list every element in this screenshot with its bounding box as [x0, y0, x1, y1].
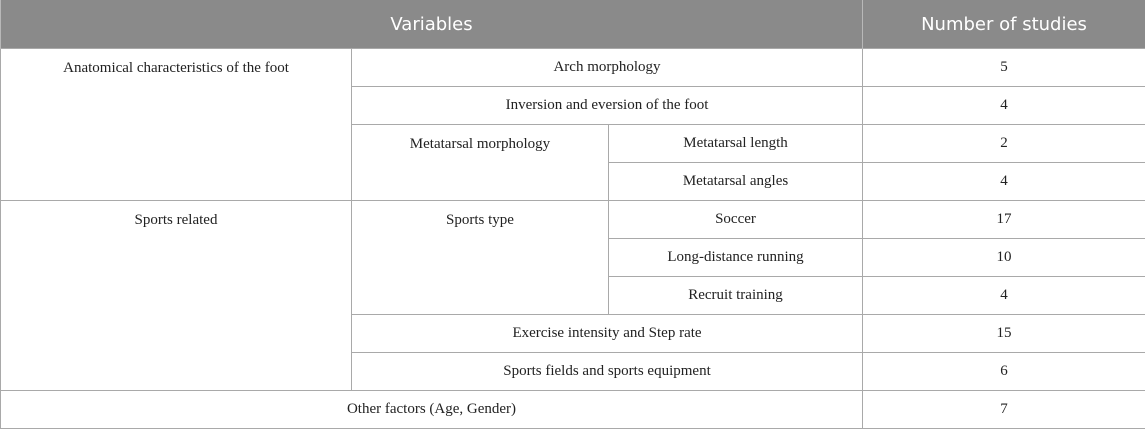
group-sports-label: Sports related — [1, 201, 352, 391]
row-label-metatarsal-length: Metatarsal length — [609, 125, 863, 163]
row-count-exercise-intensity: 15 — [863, 315, 1145, 353]
table-row — [1, 49, 1145, 87]
row-count-sports-fields: 6 — [863, 353, 1145, 391]
number-of-studies-header: Number of studies — [863, 0, 1145, 49]
row-label-other-factors: Other factors (Age, Gender) — [1, 391, 863, 429]
row-count-metatarsal-length: 2 — [863, 125, 1145, 163]
row-label-sports-fields: Sports fields and sports equipment — [352, 353, 863, 391]
row-count-other-factors: 7 — [863, 391, 1145, 429]
row-count-soccer: 17 — [863, 201, 1145, 239]
row-count-arch-morphology: 5 — [863, 49, 1145, 87]
row-count-recruit-training: 4 — [863, 277, 1145, 315]
table-row — [1, 201, 1145, 239]
row-label-arch-morphology: Arch morphology — [352, 49, 863, 87]
row-label-soccer: Soccer — [609, 201, 863, 239]
table-row — [1, 391, 1145, 429]
row-label-metatarsal-angles: Metatarsal angles — [609, 163, 863, 201]
row-label-exercise-intensity: Exercise intensity and Step rate — [352, 315, 863, 353]
row-label-long-distance-running: Long-distance running — [609, 239, 863, 277]
subgroup-metatarsal-label: Metatarsal morphology — [352, 125, 609, 201]
row-label-recruit-training: Recruit training — [609, 277, 863, 315]
row-label-inversion-eversion: Inversion and eversion of the foot — [352, 87, 863, 125]
group-anatomical-label: Anatomical characteristics of the foot — [1, 49, 352, 201]
row-count-metatarsal-angles: 4 — [863, 163, 1145, 201]
header-row — [1, 0, 1145, 49]
subgroup-sports-type-label: Sports type — [352, 201, 609, 315]
row-count-inversion-eversion: 4 — [863, 87, 1145, 125]
row-count-long-distance-running: 10 — [863, 239, 1145, 277]
variables-header: Variables — [1, 0, 863, 49]
